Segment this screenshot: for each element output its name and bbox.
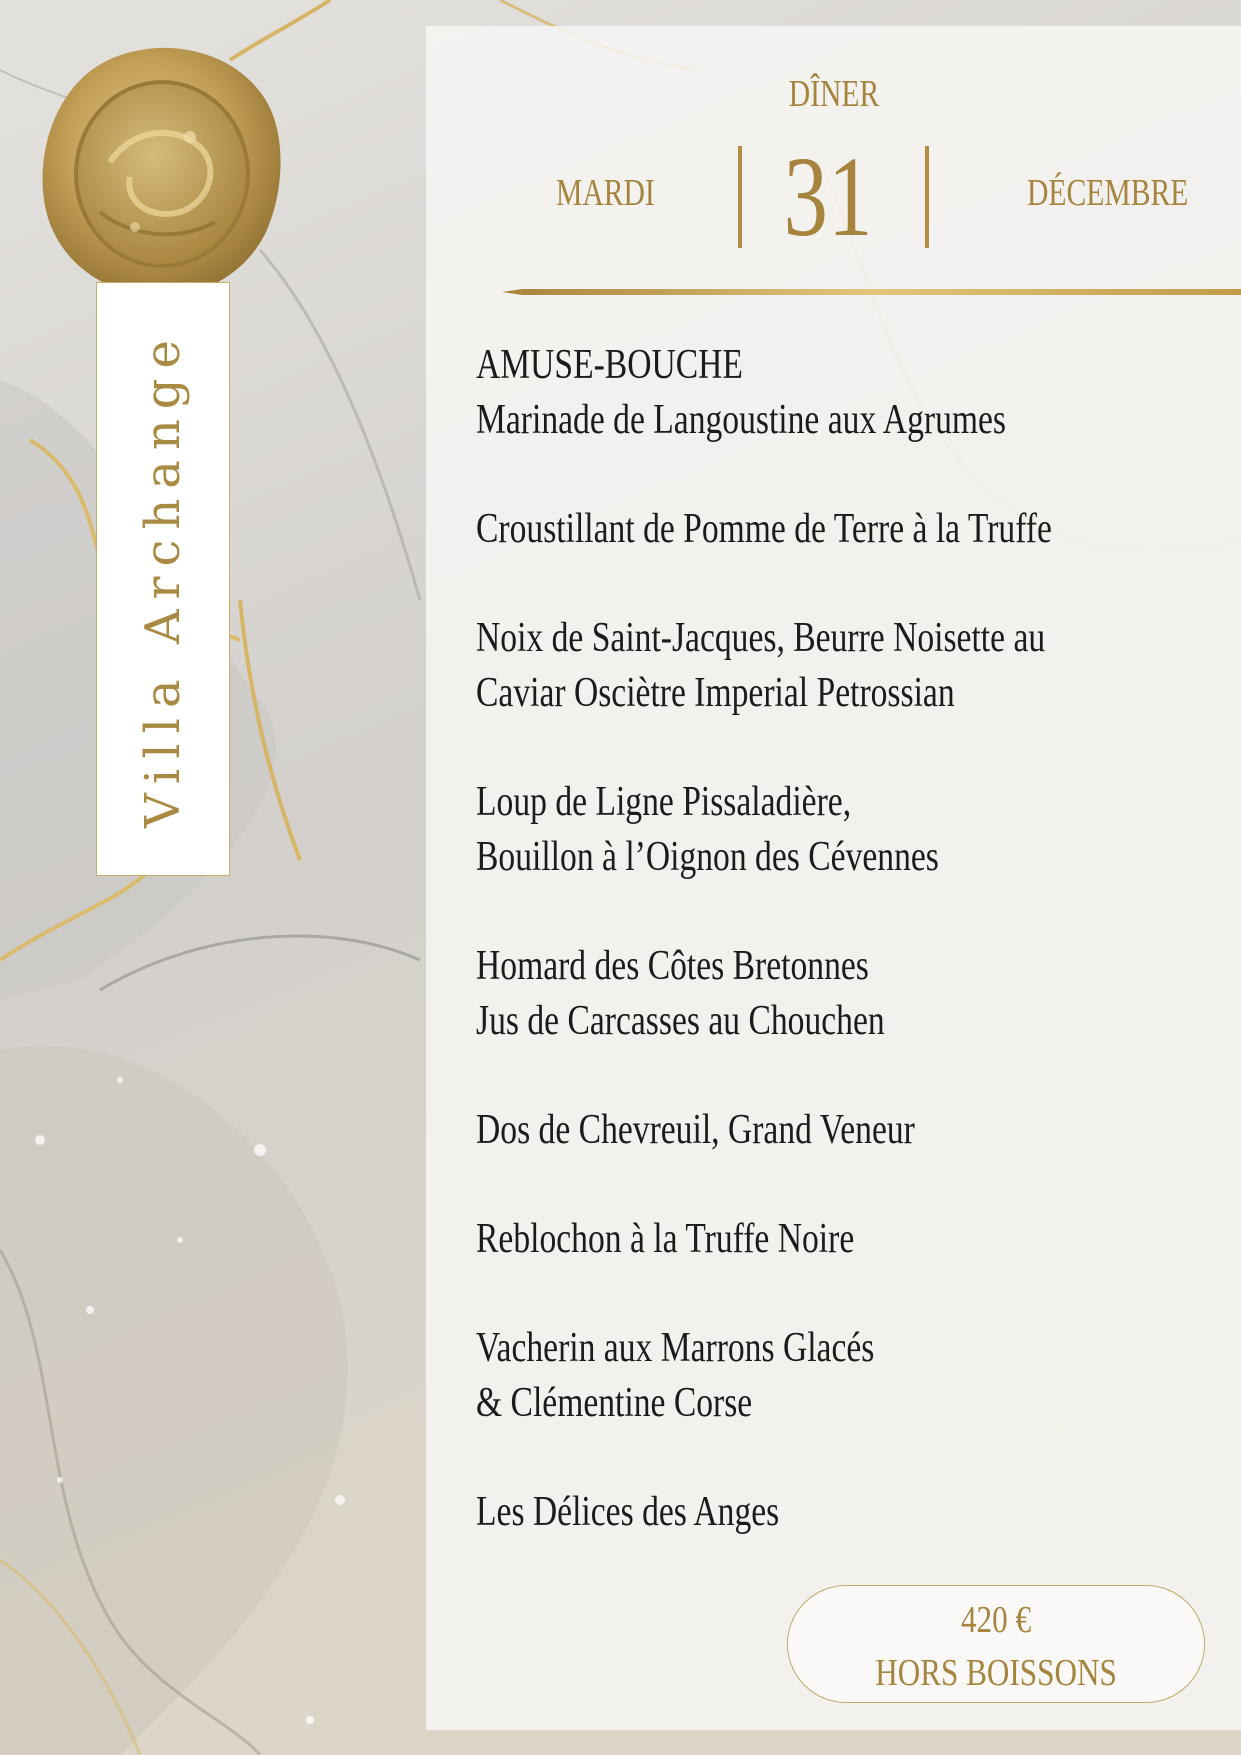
menu-course-line: Reblochon à la Truffe Noire: [476, 1216, 855, 1262]
gold-wax-seal-icon: [40, 42, 286, 304]
menu-course-line: Bouillon à l’Oignon des Cévennes: [476, 834, 939, 880]
menu-course-line: Croustillant de Pomme de Terre à la Truffe: [476, 506, 1052, 552]
weekday-label: MARDI: [556, 172, 655, 214]
price-note: HORS BOISSONS: [875, 1652, 1117, 1694]
menu-course-line: AMUSE-BOUCHE: [476, 342, 743, 388]
meal-title: DÎNER: [788, 73, 880, 115]
menu-course: [476, 502, 1216, 557]
price-amount: 420 €: [960, 1599, 1032, 1641]
menu-course-line: Homard des Côtes Bretonnes: [476, 943, 869, 989]
menu-course: [476, 611, 1216, 721]
menu-course-line: Jus de Carcasses au Chouchen: [476, 998, 885, 1044]
menu-course-line: & Clémentine Corse: [476, 1380, 753, 1426]
menu-course-line: Marinade de Langoustine aux Agrumes: [476, 397, 1006, 443]
menu-course-line: Caviar Osciètre Imperial Petrossian: [476, 670, 955, 716]
menu-course: [476, 1321, 1216, 1431]
brand-label: [96, 282, 230, 876]
menu-course-line: Dos de Chevreuil, Grand Veneur: [476, 1107, 915, 1153]
menu-course-line: Vacherin aux Marrons Glacés: [476, 1325, 875, 1371]
menu-course: [476, 939, 1216, 1049]
menu-course: [476, 775, 1216, 885]
menu-course: [476, 1485, 1216, 1540]
menu-list: [476, 338, 1216, 1594]
menu-course: [476, 338, 1216, 448]
menu-course-line: Noix de Saint-Jacques, Beurre Noisette au: [476, 615, 1046, 661]
date-divider-right: [925, 146, 929, 248]
menu-course: [476, 1212, 1216, 1267]
menu-course-line: Les Délices des Anges: [476, 1489, 780, 1535]
day-number: 31: [783, 133, 873, 260]
month-label: DÉCEMBRE: [1027, 172, 1189, 214]
price-badge: [787, 1585, 1205, 1703]
brand-name: Villa Archange: [135, 330, 191, 828]
menu-course-line: Loup de Ligne Pissaladière,: [476, 779, 852, 825]
gold-rule: [502, 288, 1241, 296]
menu-course: [476, 1103, 1216, 1158]
date-divider-left: [738, 146, 742, 248]
